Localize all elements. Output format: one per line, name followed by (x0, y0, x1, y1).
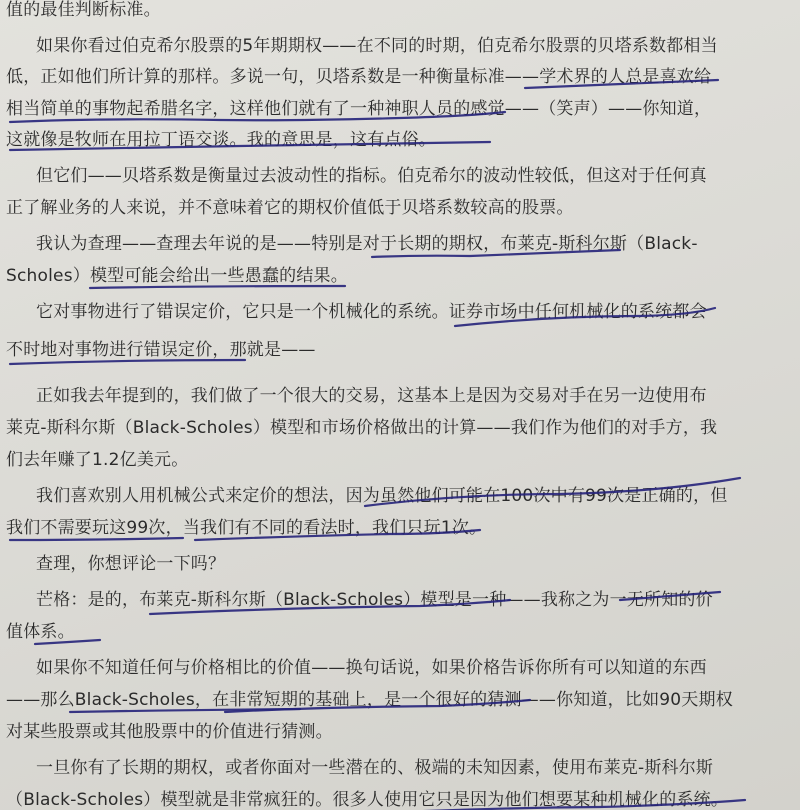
text-line: 如果你不知道任何与价格相比的价值——换句话说，如果价格告诉你所有可以知道的东西 (36, 658, 707, 678)
text-line: 我认为查理——查理去年说的是——特别是对于长期的期权，布莱克-斯科尔斯（Black- (36, 234, 698, 254)
underline-mark (10, 360, 245, 364)
text-line: 它对事物进行了错误定价，它只是一个机械化的系统。证券市场中任何机械化的系统都会 (36, 302, 707, 322)
text-line: 一旦你有了长期的期权，或者你面对一些潜在的、极端的未知因素，使用布莱克-斯科尔斯 (36, 758, 714, 778)
text-line: （Black-Scholes）模型就是非常疯狂的。很多人使用它只是因为他们想要某种机械化的系统。 (6, 790, 729, 810)
text-line: 但它们——贝塔系数是衡量过去波动性的指标。伯克希尔的波动性较低，但这对于任何真 (36, 166, 707, 186)
text-line: 值体系。 (6, 622, 75, 642)
text-line: 芒格：是的，布莱克-斯科尔斯（Black-Scholes）模型是一种——我称之为一无所知的价 (36, 590, 713, 610)
text-line: 低，正如他们所计算的那样。多说一句，贝塔系数是一种衡量标准——学术界的人总是喜欢给 (6, 67, 712, 87)
text-line: 这就像是牧师在用拉丁语交谈。我的意思是，这有点俗。 (6, 130, 436, 150)
text-line: 莱克-斯科尔斯（Black-Scholes）模型和市场价格做出的计算——我们作为他们的对手方，我 (6, 418, 718, 438)
text-line: 正如我去年提到的，我们做了一个很大的交易，这基本上是因为交易对手在另一边使用布 (36, 386, 707, 406)
text-line: 们去年赚了1.2亿美元。 (6, 450, 189, 470)
text-line: 我们喜欢别人用机械公式来定价的想法，因为虽然他们可能在100次中有99次是正确的，但 (36, 486, 728, 506)
text-line: 查理，你想评论一下吗？ (36, 554, 226, 574)
text-line: 不时地对事物进行错误定价，那就是—— (6, 340, 316, 360)
text-line: ——那么Black-Scholes，在非常短期的基础上，是一个很好的猜测——你知道，比如90天期权 (6, 690, 733, 710)
underline-mark (90, 286, 345, 288)
underline-mark (10, 538, 183, 540)
text-line: 我们不需要玩这99次，当我们有不同的看法时，我们只玩1次。 (6, 518, 487, 538)
text-line: 相当简单的事物起希腊名字，这样他们就有了一种神职人员的感觉——（笑声）——你知道， (6, 99, 712, 119)
text-line: Scholes）模型可能会给出一些愚蠢的结果。 (6, 266, 348, 286)
text-line: 对某些股票或其他股票中的价值进行猜测。 (6, 722, 333, 742)
text-line: 值的最佳判断标准。 (6, 0, 161, 20)
text-line: 正了解业务的人来说，并不意味着它的期权价值低于贝塔系数较高的股票。 (6, 198, 574, 218)
text-line: 如果你看过伯克希尔股票的5年期期权——在不同的时期，伯克希尔股票的贝塔系数都相当 (36, 36, 718, 56)
